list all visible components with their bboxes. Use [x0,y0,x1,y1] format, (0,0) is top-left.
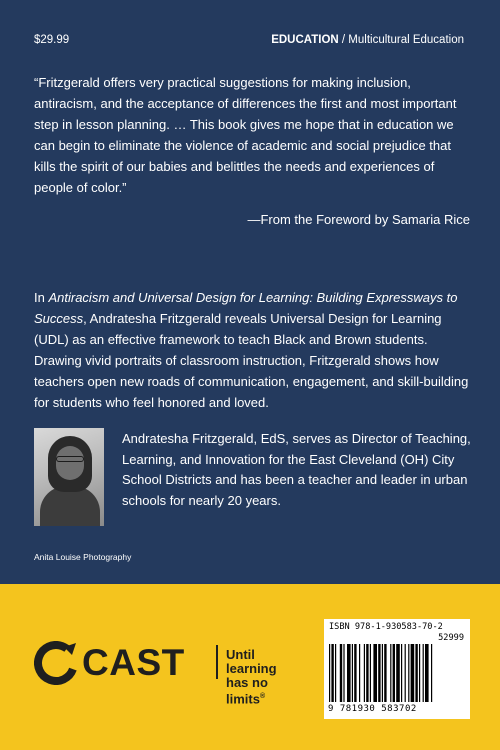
book-price: $29.99 [34,34,70,46]
isbn-barcode [324,619,470,719]
book-title: Antiracism and Universal Design for Learning: Building Expressways to Success [34,290,458,326]
description-lead: In [34,290,49,305]
author-photo [34,428,104,526]
cast-logo-icon [34,641,78,685]
author-photo-face [56,446,84,480]
description-body: , Andratesha Fritzgerald reveals Universal Design for Learning (UDL) as an effective framework to teach Black and Brown students. Drawing vivid portraits of classroom instruction, Fritzgerald shows how teachers open new roads of communication, engagement, and skill-building for students who feel honored and loved. [34,311,469,410]
tagline-line-2-text: has no limits [226,675,268,707]
author-photo-body [40,486,100,526]
foreword-quote: “Fritzgerald offers very practical suggestions for making inclusion, antiracism, and the acceptance of differences the first and most important step in lesson planning. … This book gives me hope that in education we can begin to eliminate the violence of academic and social prejudice that kills the spirit of our babies and belittles the needs and experiences of people of color.” [34,75,457,195]
barcode-bars [329,644,465,702]
category-secondary: / Multicultural Education [338,34,464,46]
tagline-line-1: Until learning [226,647,277,676]
author-photo-glasses [56,456,84,462]
logo-divider [216,645,218,679]
isbn-number: ISBN 978-1-930583-70-2 [329,622,443,632]
tagline-line-2 [226,676,294,706]
publisher-logo [34,639,294,707]
photo-credit: Anita Louise Photography [34,552,132,562]
registered-mark: ® [259,693,266,700]
author-bio: Andratesha Fritzgerald, EdS, serves as Director of Teaching, Learning, and Innovation for the East Cleveland (OH) City School Districts and has been a teacher and leader in urban schools for nearly 20 years. [122,431,471,508]
book-category [271,34,464,46]
quote-attribution: —From the Foreword by Samaria Rice [247,212,470,227]
publisher-name: CAST [82,642,185,683]
ean-number: 9 781930 583702 [328,704,417,714]
category-primary: EDUCATION [271,34,339,46]
publisher-tagline [226,648,294,706]
book-description [34,287,472,413]
barcode-price-code: 52999 [438,633,464,643]
